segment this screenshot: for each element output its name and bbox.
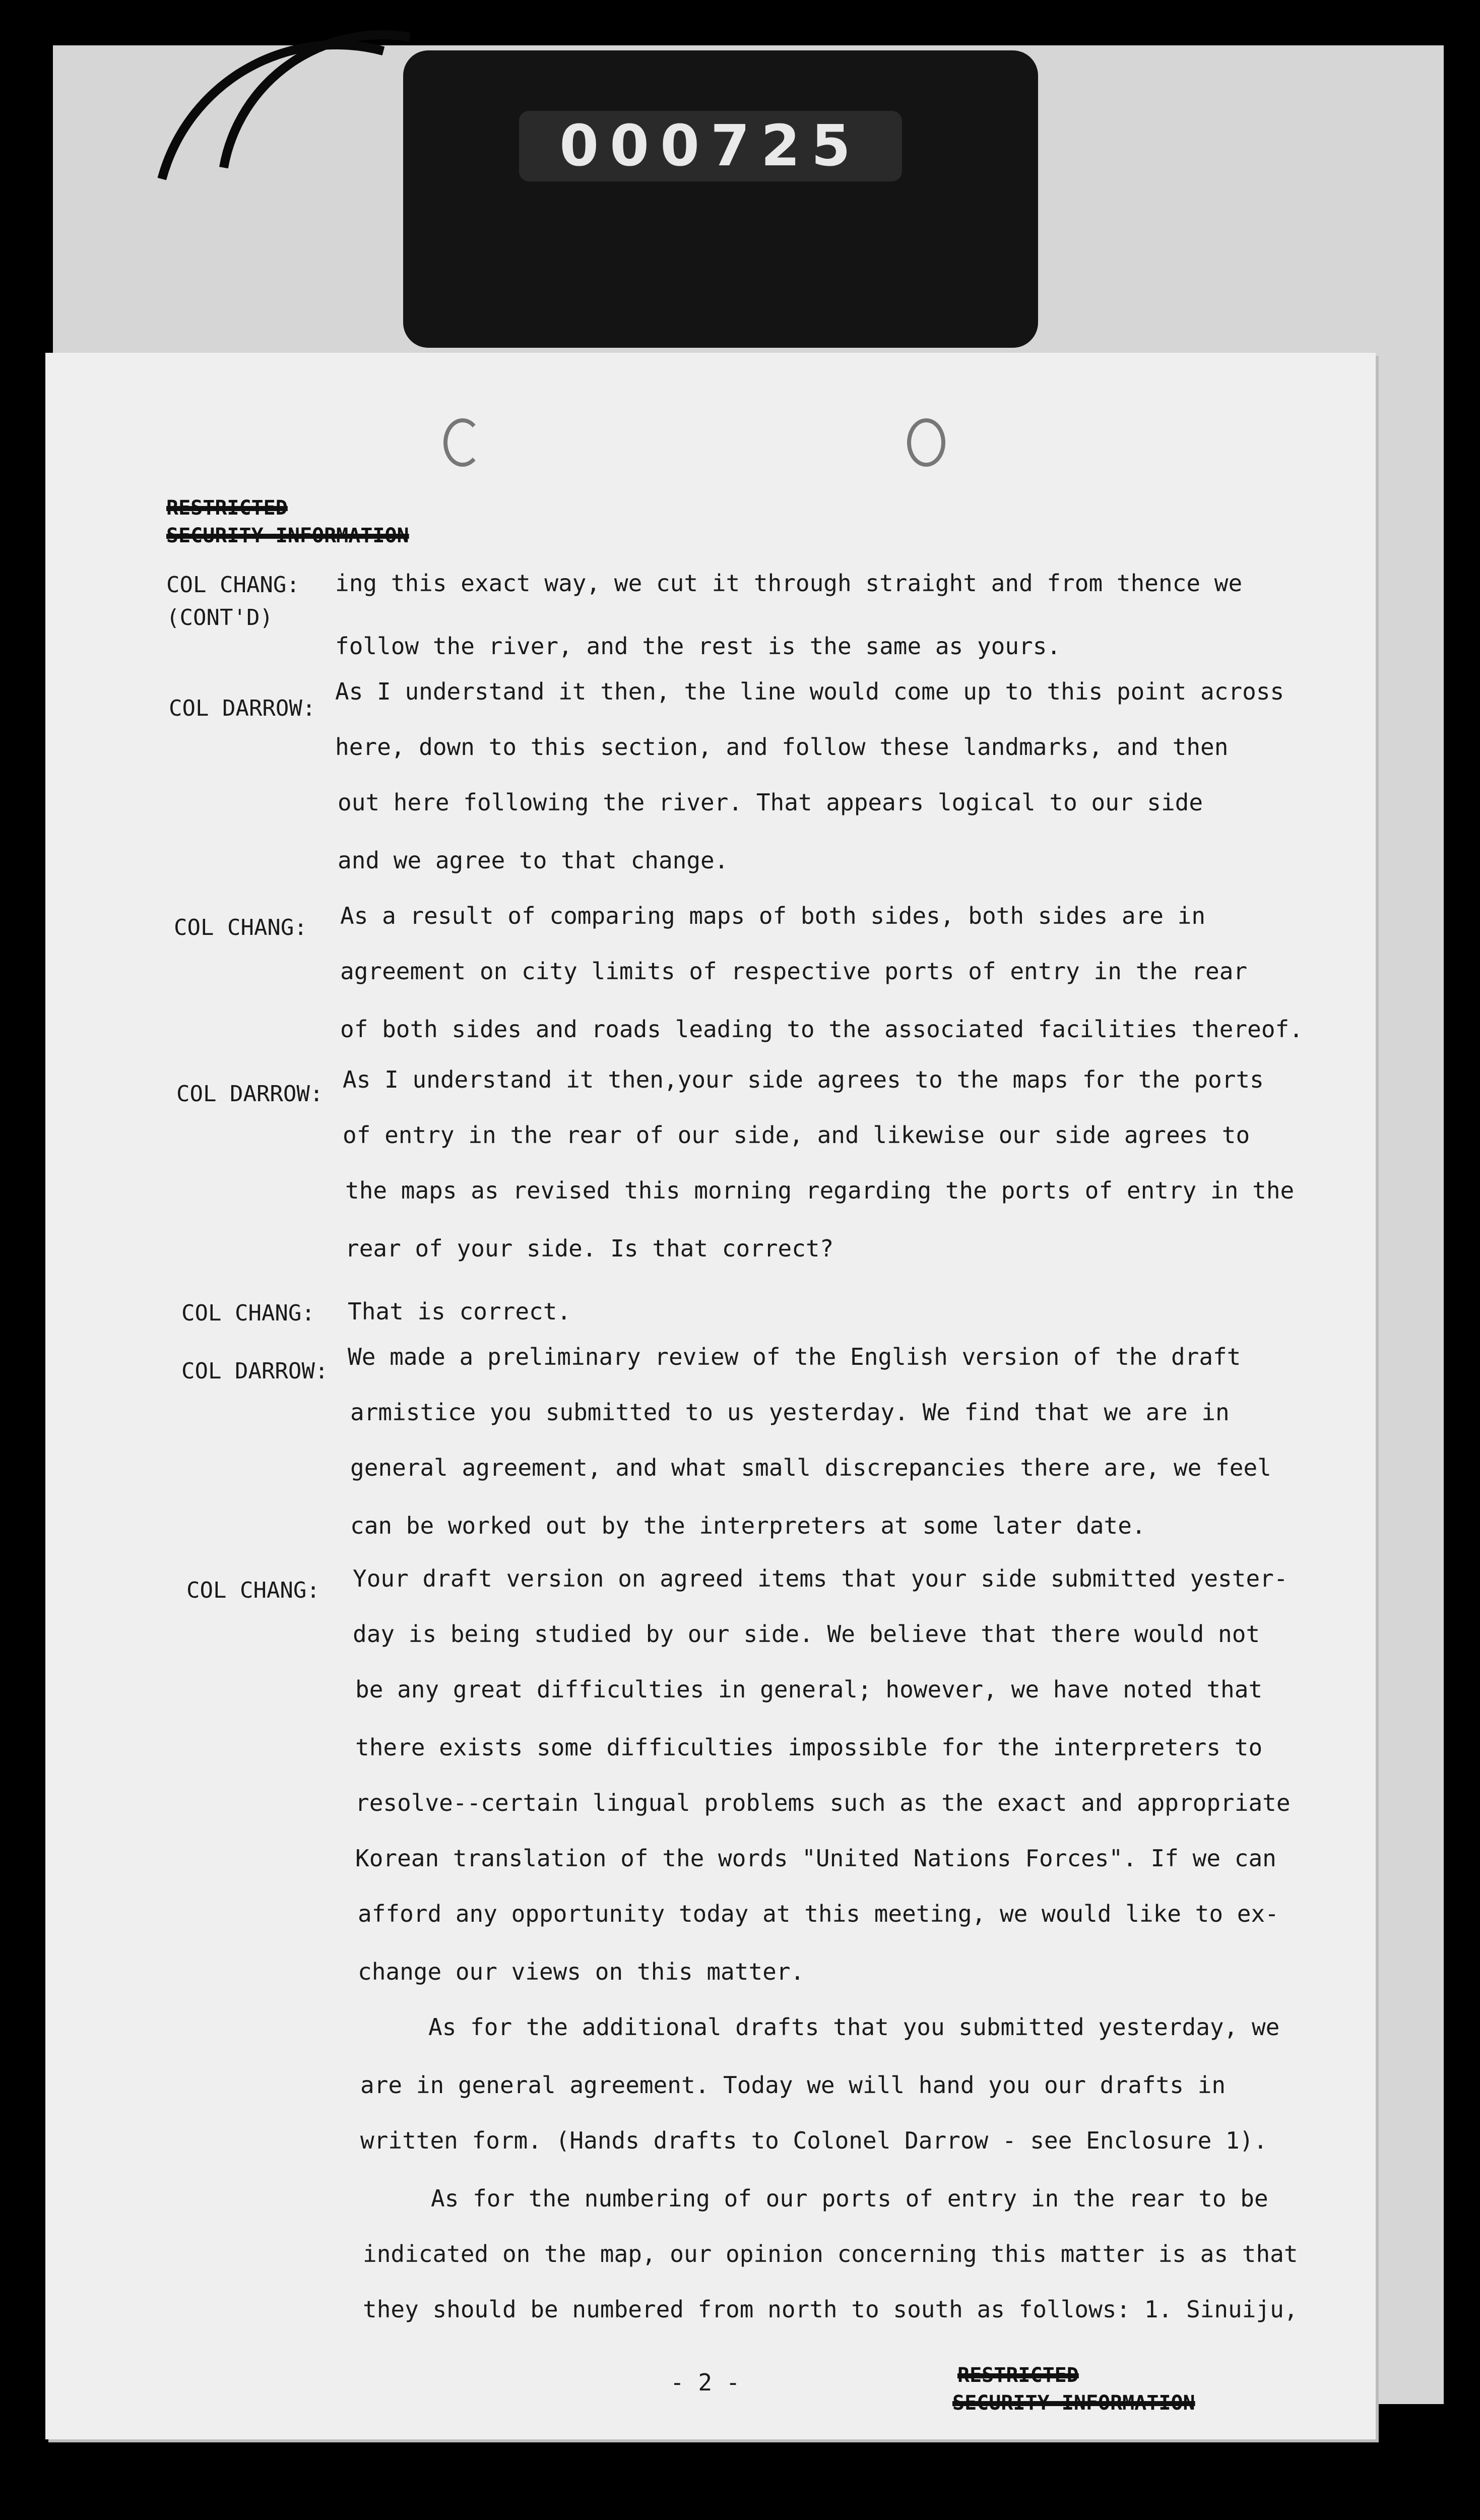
footer-classification-restricted: RESTRICTED [957, 2364, 1079, 2387]
frame-counter-digits: 000725 [559, 113, 862, 179]
transcript-line: be any great difficulties in general; however, we have noted that [355, 1676, 1263, 1703]
document-page [45, 353, 1376, 2439]
paragraph-line: indicated on the map, our opinion concerning this matter is as that [363, 2240, 1298, 2267]
transcript-line: of both sides and roads leading to the associated facilities thereof. [340, 1016, 1303, 1043]
transcript-line: Your draft version on agreed items that your side submitted yester- [353, 1565, 1288, 1592]
speaker-label: COL CHANG: [181, 1300, 315, 1326]
transcript-line: As a result of comparing maps of both sides, both sides are in [340, 902, 1206, 929]
paragraph-line: written form. (Hands drafts to Colonel Darrow - see Enclosure 1). [360, 2127, 1268, 2154]
page-number: - 2 - [670, 2369, 740, 2396]
transcript-line: agreement on city limits of respective ports of entry in the rear [340, 958, 1248, 985]
frame-counter-device [403, 50, 1038, 348]
footer-classification-security: SECURITY INFORMATION [952, 2391, 1195, 2415]
speaker-label: COL CHANG: [186, 1578, 320, 1603]
transcript-line: That is correct. [348, 1298, 571, 1325]
transcript-line: follow the river, and the rest is the same as yours. [335, 633, 1061, 660]
speaker-label: COL DARROW: [176, 1081, 324, 1107]
transcript-line: there exists some difficulties impossible for the interpreters to [355, 1734, 1263, 1761]
transcript-line: rear of your side. Is that correct? [345, 1235, 834, 1262]
frame-counter-window [519, 111, 902, 181]
speaker-continued-label: (CONT'D) [166, 605, 273, 631]
transcript-line: day is being studied by our side. We believe that there would not [353, 1620, 1260, 1648]
transcript-line: and we agree to that change. [338, 847, 729, 874]
transcript-line: can be worked out by the interpreters at some later date. [350, 1512, 1146, 1539]
transcript-line: We made a preliminary review of the English version of the draft [348, 1343, 1241, 1370]
transcript-line: general agreement, and what small discrepancies there are, we feel [350, 1454, 1271, 1481]
speaker-label: COL CHANG: [174, 915, 307, 940]
punch-hole-left [443, 418, 482, 467]
paragraph-line: are in general agreement. Today we will hand you our drafts in [360, 2071, 1226, 2099]
transcript-line: resolve--certain lingual problems such as the exact and appropriate [355, 1789, 1291, 1816]
paragraph-line: they should be numbered from north to south as follows: 1. Sinuiju, [363, 2296, 1298, 2323]
transcript-line: Korean translation of the words "United Nations Forces". If we can [355, 1845, 1276, 1872]
paragraph-line: As for the additional drafts that you submitted yesterday, we [428, 2013, 1280, 2041]
transcript-line: afford any opportunity today at this meeting, we would like to ex- [358, 1900, 1279, 1927]
header-classification-restricted: RESTRICTED [166, 496, 288, 520]
speaker-label: COL DARROW: [169, 696, 316, 721]
transcript-line: As I understand it then,your side agrees to the maps for the ports [343, 1066, 1264, 1093]
punch-hole-right [907, 418, 945, 467]
transcript-line: out here following the river. That appears logical to our side [338, 789, 1203, 816]
header-classification-security: SECURITY INFORMATION [166, 524, 409, 547]
transcript-line: the maps as revised this morning regarding the ports of entry in the [345, 1177, 1295, 1204]
paragraph-line: As for the numbering of our ports of entry in the rear to be [431, 2185, 1268, 2212]
transcript-line: ing this exact way, we cut it through straight and from thence we [335, 570, 1243, 597]
transcript-line: of entry in the rear of our side, and likewise our side agrees to [343, 1121, 1250, 1149]
speaker-label: COL DARROW: [181, 1358, 329, 1384]
transcript-line: change our views on this matter. [358, 1958, 805, 1985]
transcript-line: armistice you submitted to us yesterday. We find that we are in [350, 1399, 1230, 1426]
transcript-line: As I understand it then, the line would come up to this point across [335, 678, 1284, 705]
speaker-label: COL CHANG: [166, 572, 300, 598]
transcript-line: here, down to this section, and follow these landmarks, and then [335, 733, 1229, 761]
